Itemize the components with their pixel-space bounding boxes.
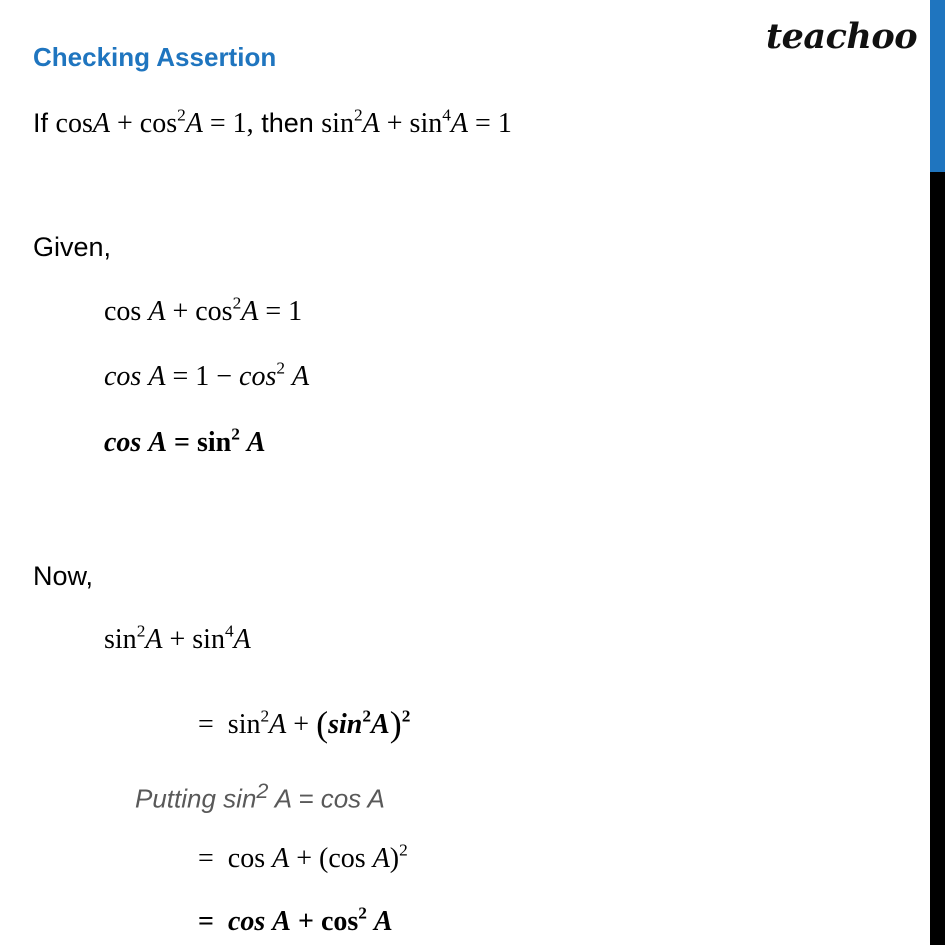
given-equation-3: $\cos A = \sin^2 A$ bbox=[104, 424, 266, 458]
now-expression-4: = $\cos A + \cos^2 A$ bbox=[198, 903, 393, 937]
given-label: Given, bbox=[33, 232, 112, 262]
given-equation-1: $\cos A + \cos^2A = 1$ bbox=[104, 293, 303, 327]
substitution-note: Putting $\sin^2 A = \cos A$ bbox=[135, 778, 385, 814]
now-label: Now, bbox=[33, 561, 94, 591]
assertion-statement: If $\cos A + \cos^2A = 1$, then $\sin^2A + \sin^4A = 1$ bbox=[33, 105, 512, 139]
sidebar-accent-bar bbox=[930, 0, 945, 172]
now-expression-2: = $\sin^2A + (\sin^2A)^2$ bbox=[198, 704, 411, 744]
section-heading: Checking Assertion bbox=[33, 42, 277, 72]
now-expression-1: $\sin^2A + \sin^4A$ bbox=[104, 621, 251, 655]
teachoo-logo: teachoo bbox=[766, 16, 918, 57]
given-equation-2: $\cos A = 1 - \cos^2 A$ bbox=[104, 358, 310, 392]
now-expression-3: = cos A + (cos A)$^2$ bbox=[198, 840, 408, 874]
